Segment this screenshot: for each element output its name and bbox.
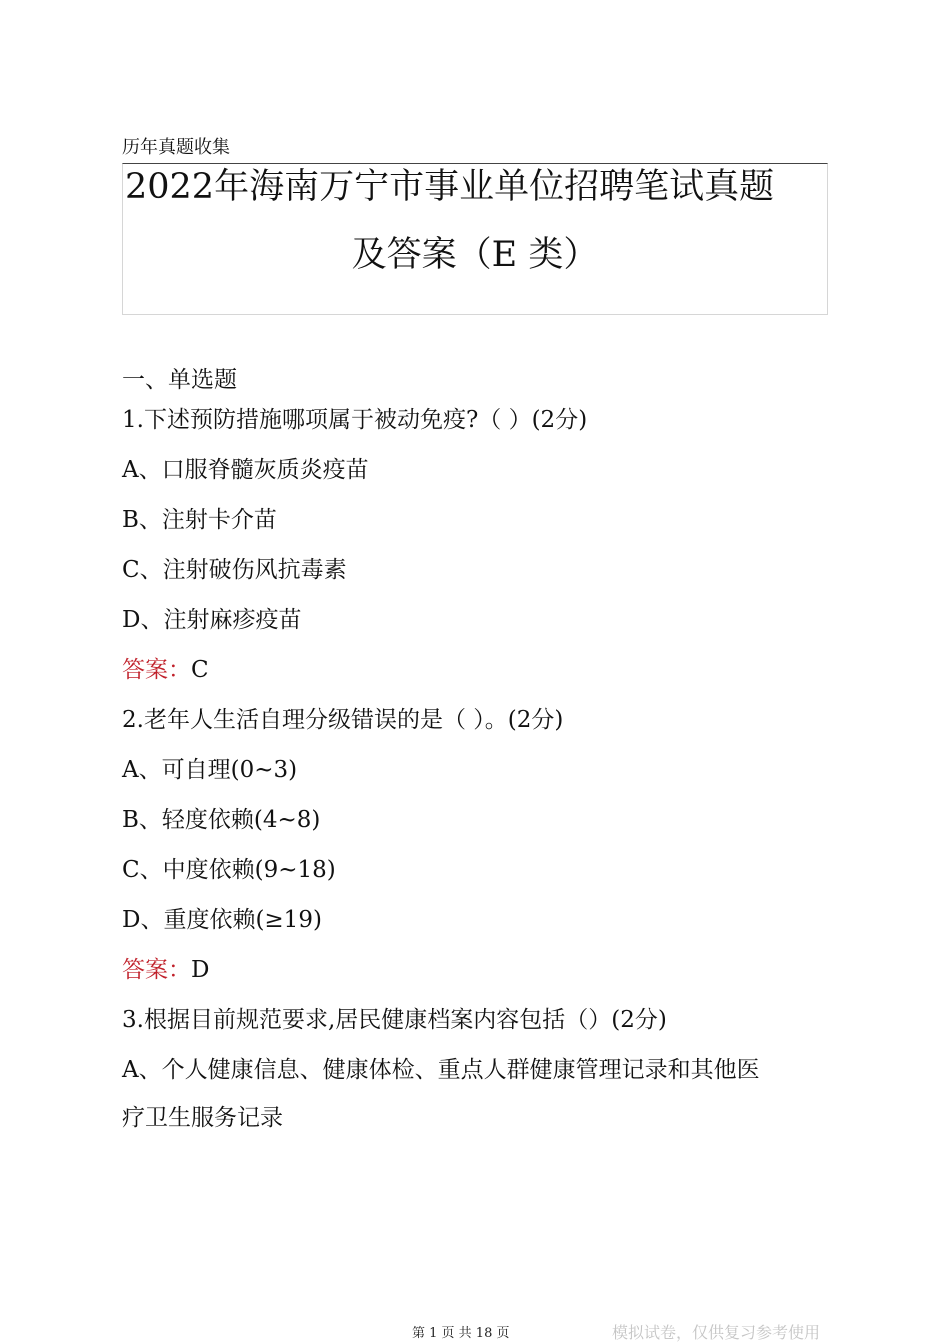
answer-value: D — [191, 957, 210, 983]
question-3-option-a-continued: 疗卫生服务记录 — [122, 1105, 283, 1131]
question-1-answer — [122, 655, 209, 685]
question-2-stem: 2.老年人生活自理分级错误的是（ ）。(2分) — [122, 707, 564, 733]
question-1-stem: 1.下述预防措施哪项属于被动免疫?（ ）(2分) — [122, 407, 588, 433]
question-1-option-a: A、口服脊髓灰质炎疫苗 — [122, 457, 369, 483]
title-box — [122, 163, 828, 315]
page-number: 第 1 页 共 18 页 — [412, 1326, 510, 1341]
question-3-stem: 3.根据目前规范要求,居民健康档案内容包括（）(2分) — [122, 1007, 667, 1033]
question-2-answer — [122, 955, 209, 985]
question-1-option-c: C、注射破伤风抗毒素 — [122, 557, 347, 583]
answer-value: C — [191, 657, 209, 683]
section-heading: 一、单选题 — [122, 367, 237, 393]
document-title-line1: 2022年海南万宁市事业单位招聘笔试真题 — [125, 167, 775, 207]
question-1-option-b: B、注射卡介苗 — [122, 507, 277, 533]
question-2-option-c: C、中度依赖(9~18) — [122, 857, 336, 883]
answer-label: 答案： — [122, 657, 191, 683]
question-2-option-d: D、重度依赖(≥19) — [122, 907, 322, 933]
header-note: 历年真题收集 — [122, 137, 230, 158]
question-2-option-a: A、可自理(0~3) — [122, 757, 298, 783]
answer-label: 答案： — [122, 957, 191, 983]
question-2-option-b: B、轻度依赖(4~8) — [122, 807, 321, 833]
question-3-option-a: A、个人健康信息、健康体检、重点人群健康管理记录和其他医 — [122, 1057, 760, 1083]
question-1-option-d: D、注射麻疹疫苗 — [122, 607, 302, 633]
document-title-line2: 及答案（E 类） — [351, 235, 599, 275]
watermark-text: 模拟试卷，仅供复习参考使用 — [612, 1323, 821, 1342]
